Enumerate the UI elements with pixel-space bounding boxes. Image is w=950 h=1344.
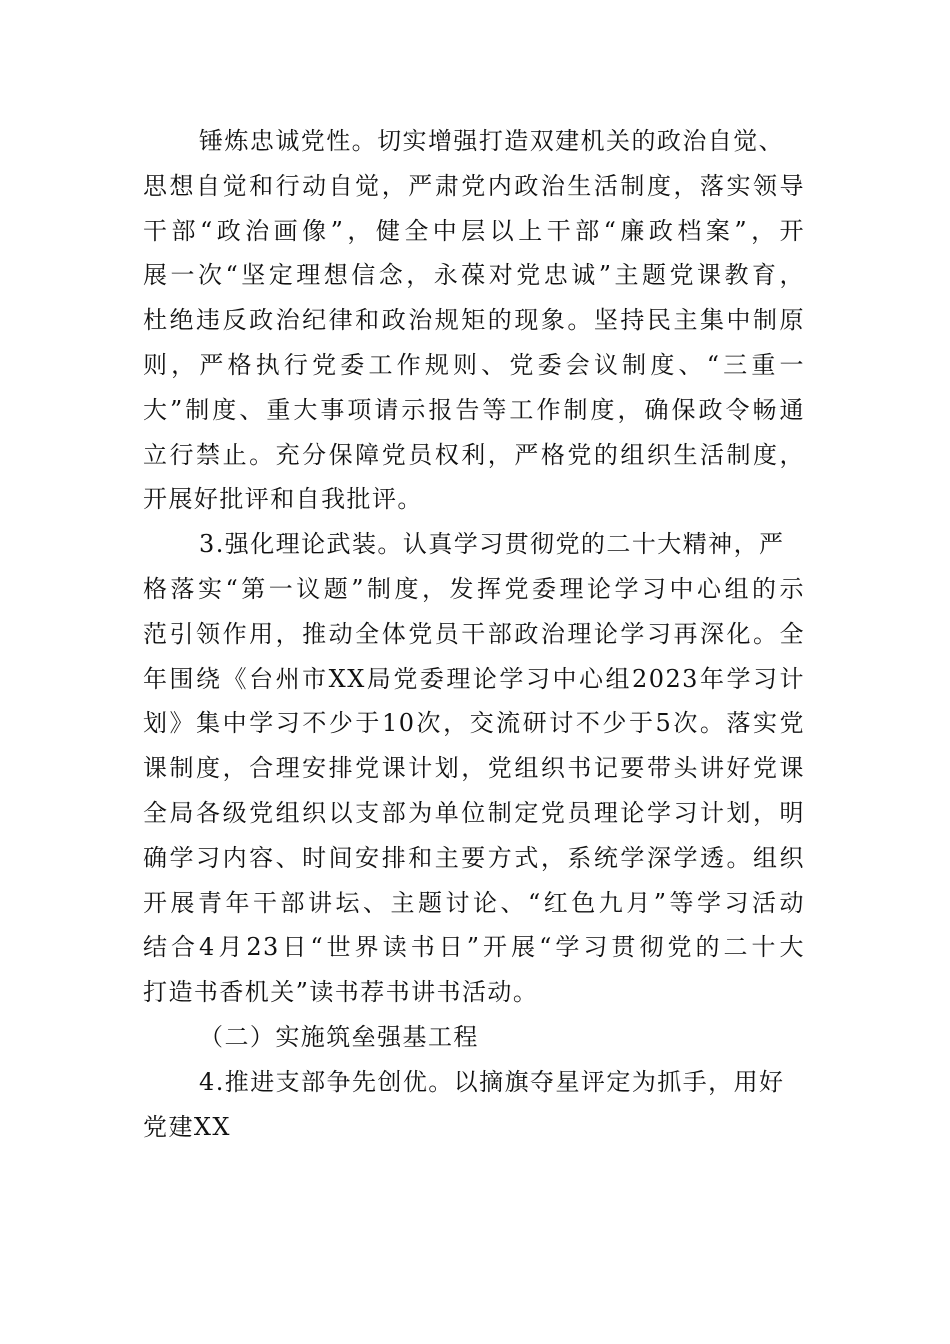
paragraph-line: 立行禁止。充分保障党员权利，严格党的组织生活制度， <box>143 440 805 469</box>
paragraph-line: 杜绝违反政治纪律和政治规矩的现象。坚持民主集中制原 <box>143 306 805 335</box>
paragraph-line: 格落实“第一议题”制度，发挥党委理论学习中心组的示 <box>143 574 805 603</box>
paragraph-line: 锤炼忠诚党性。切实增强打造双建机关的政治自觉、 <box>199 127 785 155</box>
paragraph-line: 干部“政治画像”，健全中层以上干部“廉政档案”，开 <box>143 216 805 245</box>
paragraph-line: 结合4月23日“世界读书日”开展“学习贯彻党的二十大 <box>143 933 805 962</box>
paragraph-line: 4.推进支部争先创优。以摘旗夺星评定为抓手，用好 <box>199 1067 785 1096</box>
paragraph-line: 确学习内容、时间安排和主要方式，系统学深学透。组织 <box>143 843 805 872</box>
paragraph-line: 展一次“坚定理想信念，永葆对党忠诚”主题党课教育， <box>143 261 805 290</box>
paragraph-line: 开展青年干部讲坛、主题讨论、“红色九月”等学习活动 <box>143 888 805 917</box>
paragraph-line: 年围绕《台州市XX局党委理论学习中心组2023年学习计 <box>143 664 805 693</box>
paragraph-line: 开展好批评和自我批评。 <box>143 485 423 514</box>
paragraph-line: 思想自觉和行动自觉，严肃党内政治生活制度，落实领导 <box>143 171 805 200</box>
paragraph-line: 课制度，合理安排党课计划，党组织书记要带头讲好党课 <box>143 754 805 783</box>
section-heading: （二）实施筑垒强基工程 <box>199 1022 479 1051</box>
document-body <box>143 119 805 1149</box>
paragraph-line: 大”制度、重大事项请示报告等工作制度，确保政令畅通 <box>143 395 805 424</box>
paragraph-line: 打造书香机关”读书荐书讲书活动。 <box>143 978 539 1007</box>
paragraph-line: 范引领作用，推动全体党员干部政治理论学习再深化。全 <box>143 619 805 648</box>
paragraph-line: 党建XX <box>143 1112 231 1141</box>
paragraph-line: 则，严格执行党委工作规则、党委会议制度、“三重一 <box>143 350 805 379</box>
paragraph-line: 划》集中学习不少于10次，交流研讨不少于5次。落实党 <box>143 709 805 738</box>
paragraph-line: 全局各级党组织以支部为单位制定党员理论学习计划，明 <box>143 798 805 827</box>
paragraph-line: 3.强化理论武装。认真学习贯彻党的二十大精神，严 <box>199 530 785 559</box>
